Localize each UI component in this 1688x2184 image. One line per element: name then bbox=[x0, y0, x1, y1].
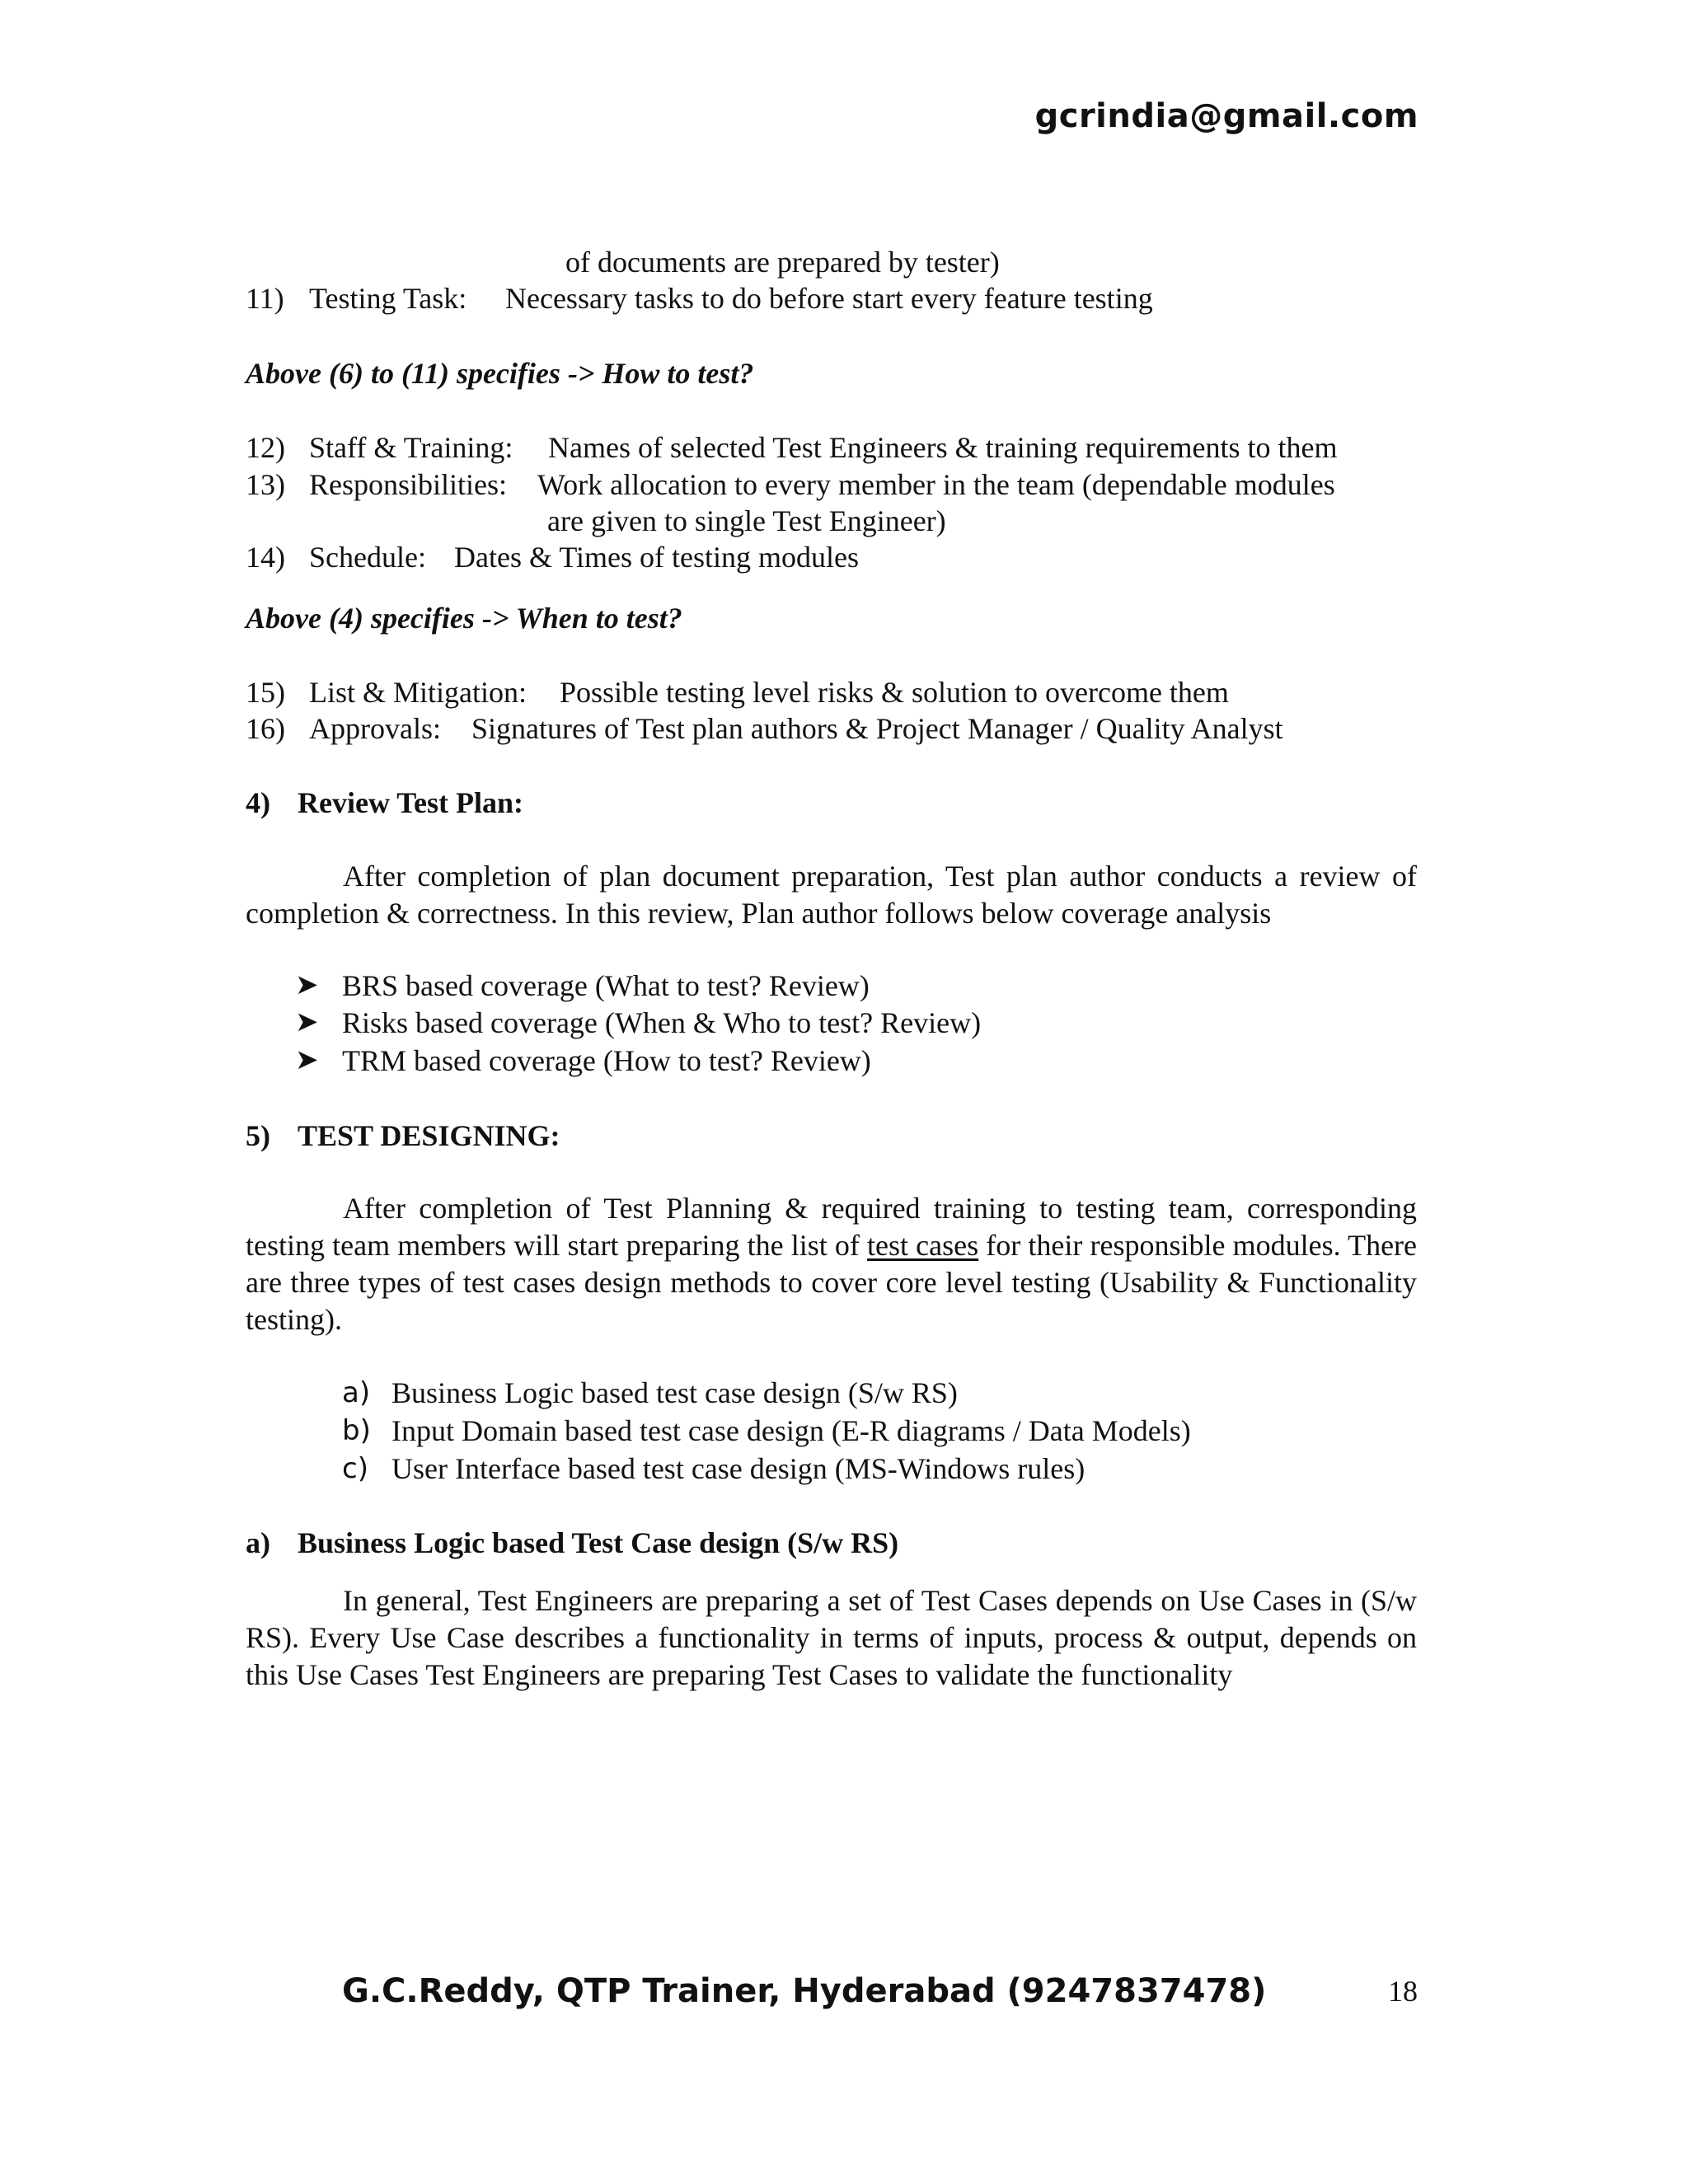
arrow-bullet-icon: ➤ bbox=[295, 1007, 319, 1038]
section-4-number: 4) bbox=[246, 786, 270, 819]
item-number: 15) bbox=[246, 676, 285, 709]
item-label: Schedule: bbox=[309, 541, 426, 574]
item-number: 12) bbox=[246, 431, 285, 464]
list-letter: b) bbox=[342, 1414, 371, 1447]
section-5-heading: TEST DESIGNING: bbox=[298, 1119, 560, 1152]
section-4-paragraph: After completion of plan document preparation, Test plan author conducts a review of completion & correctness. In this review, Plan author follows below coverage analysis bbox=[246, 860, 1417, 930]
item-number: 16) bbox=[246, 712, 285, 745]
item-label: Approvals: bbox=[309, 712, 441, 745]
test-cases-link[interactable]: test cases bbox=[867, 1229, 979, 1262]
item-text: Possible testing level risks & solution to overcome them bbox=[560, 676, 1229, 709]
footer-text: G.C.Reddy, QTP Trainer, Hyderabad (9247837478) bbox=[342, 1972, 1267, 2010]
section-4-heading: Review Test Plan: bbox=[298, 786, 523, 819]
item-number: 13) bbox=[246, 468, 285, 501]
item-text: Dates & Times of testing modules bbox=[454, 541, 860, 574]
item-text: Necessary tasks to do before start every feature testing bbox=[505, 282, 1153, 315]
item-number: 11) bbox=[246, 282, 284, 315]
bullet-text: BRS based coverage (What to test? Review) bbox=[342, 969, 870, 1002]
item-label: List & Mitigation: bbox=[309, 676, 528, 709]
subsection-a-paragraph: In general, Test Engineers are preparing a set of Test Cases depends on Use Cases in (S/w RS). Every Use Case describes a functionality in terms of inputs, process & output, depends on this Use Cases Test Engineers are preparing Test Cases to validate the functionality bbox=[246, 1584, 1417, 1691]
method-text: Input Domain based test case design (E-R diagrams / Data Models) bbox=[392, 1414, 1191, 1447]
section-5-paragraph: After completion of Test Planning & required training to testing team, corresponding testing team members will start preparing the list of test cases for their responsible modules. There are three types of test cases design methods to cover core level testing (Usability & Functionality testing). bbox=[246, 1192, 1418, 1336]
section-5-number: 5) bbox=[246, 1119, 270, 1152]
page-number: 18 bbox=[1388, 1975, 1418, 2008]
header-email: gcrindia@gmail.com bbox=[1034, 97, 1418, 135]
list-letter: a) bbox=[342, 1376, 371, 1409]
item-label: Testing Task: bbox=[309, 282, 467, 315]
arrow-bullet-icon: ➤ bbox=[295, 1045, 319, 1076]
list-letter: c) bbox=[342, 1452, 368, 1485]
subsection-a-heading: Business Logic based Test Case design (S/w RS) bbox=[298, 1526, 899, 1559]
item-text-continued: are given to single Test Engineer) bbox=[547, 504, 946, 537]
item-label: Staff & Training: bbox=[309, 431, 513, 464]
continuation-line: of documents are prepared by tester) bbox=[565, 246, 1000, 279]
item-text: Names of selected Test Engineers & training requirements to them bbox=[548, 431, 1338, 464]
item-label: Responsibilities: bbox=[309, 468, 508, 501]
item-number: 14) bbox=[246, 541, 285, 574]
arrow-bullet-icon: ➤ bbox=[295, 970, 319, 1001]
summary-when: Above (4) specifies -> When to test? bbox=[246, 602, 682, 635]
item-text: Work allocation to every member in the team (dependable modules bbox=[537, 468, 1335, 501]
method-text: Business Logic based test case design (S/w RS) bbox=[392, 1376, 958, 1409]
method-text: User Interface based test case design (MS-Windows rules) bbox=[392, 1452, 1085, 1485]
summary-how: Above (6) to (11) specifies -> How to test? bbox=[246, 357, 754, 390]
item-text: Signatures of Test plan authors & Project Manager / Quality Analyst bbox=[471, 712, 1283, 745]
bullet-text: Risks based coverage (When & Who to test? Review) bbox=[342, 1006, 982, 1039]
bullet-text: TRM based coverage (How to test? Review) bbox=[342, 1044, 871, 1077]
subsection-a-number: a) bbox=[246, 1526, 270, 1559]
